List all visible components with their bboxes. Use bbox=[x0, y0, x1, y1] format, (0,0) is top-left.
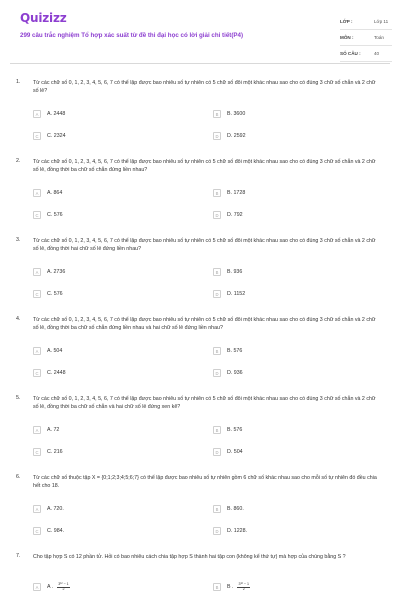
option-letter-box: D bbox=[213, 290, 221, 298]
option-label: A. 72 bbox=[47, 427, 60, 433]
option-label: C. 2324 bbox=[47, 133, 66, 139]
option-label: A. 2448 bbox=[47, 111, 66, 117]
option-d[interactable] bbox=[213, 131, 378, 141]
option-label: A. 720. bbox=[47, 506, 64, 512]
option-c[interactable] bbox=[33, 526, 198, 536]
option-letter-box: C bbox=[33, 132, 41, 140]
option-c[interactable] bbox=[33, 447, 198, 457]
option-letter-box: A bbox=[33, 268, 41, 276]
question-number: 7. bbox=[16, 553, 21, 559]
option-c[interactable] bbox=[33, 289, 198, 299]
option-label: C. 984. bbox=[47, 528, 65, 534]
option-row bbox=[33, 368, 378, 378]
option-a[interactable] bbox=[33, 109, 198, 119]
option-label: B. 860. bbox=[227, 506, 244, 512]
question-number: 1. bbox=[16, 79, 21, 85]
question-text: Cho tập hợp S có 12 phần tử. Hỏi có bao nhiêu cách chia tập hợp S thành hai tập con (không kể thứ tự) mà hợp của chúng bằng S ? bbox=[33, 554, 346, 560]
option-letter-box: C bbox=[33, 290, 41, 298]
option-a[interactable] bbox=[33, 504, 198, 514]
option-label: B. 3600 bbox=[227, 111, 246, 117]
option-row bbox=[33, 109, 378, 119]
option-label: B. 936 bbox=[227, 269, 243, 275]
option-letter-box: A bbox=[33, 347, 41, 355]
option-letter-box: A bbox=[33, 505, 41, 513]
option-label: B . bbox=[227, 584, 234, 590]
question-number: 3. bbox=[16, 237, 21, 243]
option-label: D. 1152 bbox=[227, 291, 246, 297]
quizizz-logo: Quizizz bbox=[20, 11, 67, 25]
option-letter-box: B bbox=[213, 189, 221, 197]
fraction bbox=[237, 583, 250, 591]
option-letter-box: D bbox=[213, 369, 221, 377]
option-label: D. 936 bbox=[227, 370, 243, 376]
option-letter-box: B bbox=[213, 505, 221, 513]
fraction-denominator: 2 bbox=[242, 586, 245, 591]
option-label: D. 504 bbox=[227, 449, 243, 455]
option-label: B. 1728 bbox=[227, 190, 246, 196]
option-d[interactable] bbox=[213, 210, 378, 220]
option-letter-box: A bbox=[33, 583, 41, 591]
meta-row-count bbox=[340, 46, 392, 62]
option-letter-box: A bbox=[33, 189, 41, 197]
worksheet-header bbox=[10, 0, 390, 60]
option-row bbox=[33, 188, 378, 198]
fraction bbox=[57, 583, 70, 591]
option-row bbox=[33, 267, 378, 277]
question-text: Từ các chữ số thuộc tập X = {0;1;2;3;4;5;6;7} có thể lập được bao nhiêu số tự nhiên gồm 6 chữ số khác nhau sao cho mỗi số tự nhiên đó đều chia hết cho 18. bbox=[33, 475, 377, 490]
option-b[interactable] bbox=[213, 267, 378, 277]
option-row bbox=[33, 289, 378, 299]
option-label: C. 576 bbox=[47, 212, 63, 218]
meta-value: Lớp 11 bbox=[374, 19, 389, 24]
option-c[interactable] bbox=[33, 131, 198, 141]
option-label: A. 2736 bbox=[47, 269, 66, 275]
header-divider bbox=[10, 63, 390, 64]
option-b[interactable] bbox=[213, 504, 378, 514]
option-label: C. 2448 bbox=[47, 370, 66, 376]
fraction-numerator: 3¹² − 1 bbox=[58, 581, 69, 586]
option-label: D. 2592 bbox=[227, 133, 246, 139]
option-row bbox=[33, 526, 378, 536]
meta-value: Toán bbox=[374, 35, 384, 40]
option-letter-box: D bbox=[213, 527, 221, 535]
option-row bbox=[33, 447, 378, 457]
option-b[interactable] bbox=[213, 582, 378, 592]
question-number: 4. bbox=[16, 316, 21, 322]
option-letter-box: C bbox=[33, 211, 41, 219]
option-letter-box: D bbox=[213, 448, 221, 456]
question-text: Từ các chữ số 0, 1, 2, 3, 4, 5, 6, 7 có thể lập được bao nhiêu số tự nhiên có 5 chữ số đôi một khác nhau sao cho có đúng 3 chữ số chẵn và 2 chữ số lẻ, đồng thời ba chữ số chẵn và hai chữ số lẻ đứng xen kẽ? bbox=[33, 396, 376, 411]
option-label: A. 864 bbox=[47, 190, 63, 196]
meta-label: SỐ CÂU : bbox=[340, 51, 361, 56]
fraction-numerator: 3¹² − 1 bbox=[238, 581, 249, 586]
option-label: C. 216 bbox=[47, 449, 63, 455]
worksheet-title: 299 câu trắc nghiệm Tổ hợp xác suất từ đề thi đại học có lời giải chi tiết(P4) bbox=[20, 32, 244, 39]
option-c[interactable] bbox=[33, 368, 198, 378]
worksheet-meta bbox=[340, 14, 392, 62]
meta-value: 40 bbox=[374, 51, 380, 56]
question-text: Từ các chữ số 0, 1, 2, 3, 4, 5, 6, 7 có thể lập được bao nhiêu số tự nhiên có 5 chữ số đôi một khác nhau sao cho có đúng 3 chữ số chẵn và 2 chữ số lẻ? bbox=[33, 80, 376, 95]
option-d[interactable] bbox=[213, 368, 378, 378]
question-number: 6. bbox=[16, 474, 21, 480]
option-label: D. 792 bbox=[227, 212, 243, 218]
option-letter-box: A bbox=[33, 426, 41, 434]
option-row bbox=[33, 346, 378, 356]
meta-label: MÔN : bbox=[340, 35, 354, 40]
fraction-denominator: 2 bbox=[62, 586, 65, 591]
option-b[interactable] bbox=[213, 425, 378, 435]
option-letter-box: B bbox=[213, 110, 221, 118]
option-letter-box: B bbox=[213, 426, 221, 434]
option-b[interactable] bbox=[213, 346, 378, 356]
question-number: 2. bbox=[16, 158, 21, 164]
option-a[interactable] bbox=[33, 425, 198, 435]
option-d[interactable] bbox=[213, 447, 378, 457]
option-letter-box: B bbox=[213, 268, 221, 276]
option-a[interactable] bbox=[33, 267, 198, 277]
option-letter-box: C bbox=[33, 448, 41, 456]
option-b[interactable] bbox=[213, 109, 378, 119]
option-b[interactable] bbox=[213, 188, 378, 198]
option-a[interactable] bbox=[33, 346, 198, 356]
option-label: B. 576 bbox=[227, 427, 243, 433]
question-number: 5. bbox=[16, 395, 21, 401]
option-row bbox=[33, 210, 378, 220]
option-letter-box: B bbox=[213, 583, 221, 591]
option-row bbox=[33, 425, 378, 435]
option-a[interactable] bbox=[33, 582, 198, 592]
meta-row-class bbox=[340, 14, 392, 30]
option-letter-box: B bbox=[213, 347, 221, 355]
option-letter-box: A bbox=[33, 110, 41, 118]
meta-row-subject bbox=[340, 30, 392, 46]
option-label: A. 504 bbox=[47, 348, 63, 354]
option-letter-box: C bbox=[33, 527, 41, 535]
option-label: C. 576 bbox=[47, 291, 63, 297]
option-letter-box: C bbox=[33, 369, 41, 377]
question-text: Từ các chữ số 0, 1, 2, 3, 4, 5, 6, 7 có thể lập được bao nhiêu số tự nhiên có 5 chữ số đôi một khác nhau sao cho có đúng 3 chữ số chẵn và 2 chữ số lẻ, đồng thời ba chữ số chẵn đứng liền nhau? bbox=[33, 159, 376, 174]
option-letter-box: D bbox=[213, 132, 221, 140]
option-a[interactable] bbox=[33, 188, 198, 198]
option-label: A . bbox=[47, 584, 54, 590]
option-label: B. 576 bbox=[227, 348, 243, 354]
option-c[interactable] bbox=[33, 210, 198, 220]
question-text: Từ các chữ số 0, 1, 2, 3, 4, 5, 6, 7 có thể lập được bao nhiêu số tự nhiên có 5 chữ số đôi một khác nhau sao cho có đúng 3 chữ số chẵn và 2 chữ số lẻ, đồng thời ba chữ số chẵn đứng liền nhau và hai chữ số lẻ đứng liền nhau? bbox=[33, 317, 376, 332]
option-row bbox=[33, 582, 378, 592]
option-letter-box: D bbox=[213, 211, 221, 219]
option-d[interactable] bbox=[213, 289, 378, 299]
meta-label: LỚP : bbox=[340, 19, 353, 24]
option-label: D. 1228. bbox=[227, 528, 248, 534]
option-d[interactable] bbox=[213, 526, 378, 536]
question-text: Từ các chữ số 0, 1, 2, 3, 4, 5, 6, 7 có thể lập được bao nhiêu số tự nhiên có 5 chữ số đôi một khác nhau sao cho có đúng 3 chữ số chẵn và 2 chữ số lẻ, đồng thời hai chữ số lẻ đứng liền nhau? bbox=[33, 238, 376, 253]
option-row bbox=[33, 131, 378, 141]
option-row bbox=[33, 504, 378, 514]
